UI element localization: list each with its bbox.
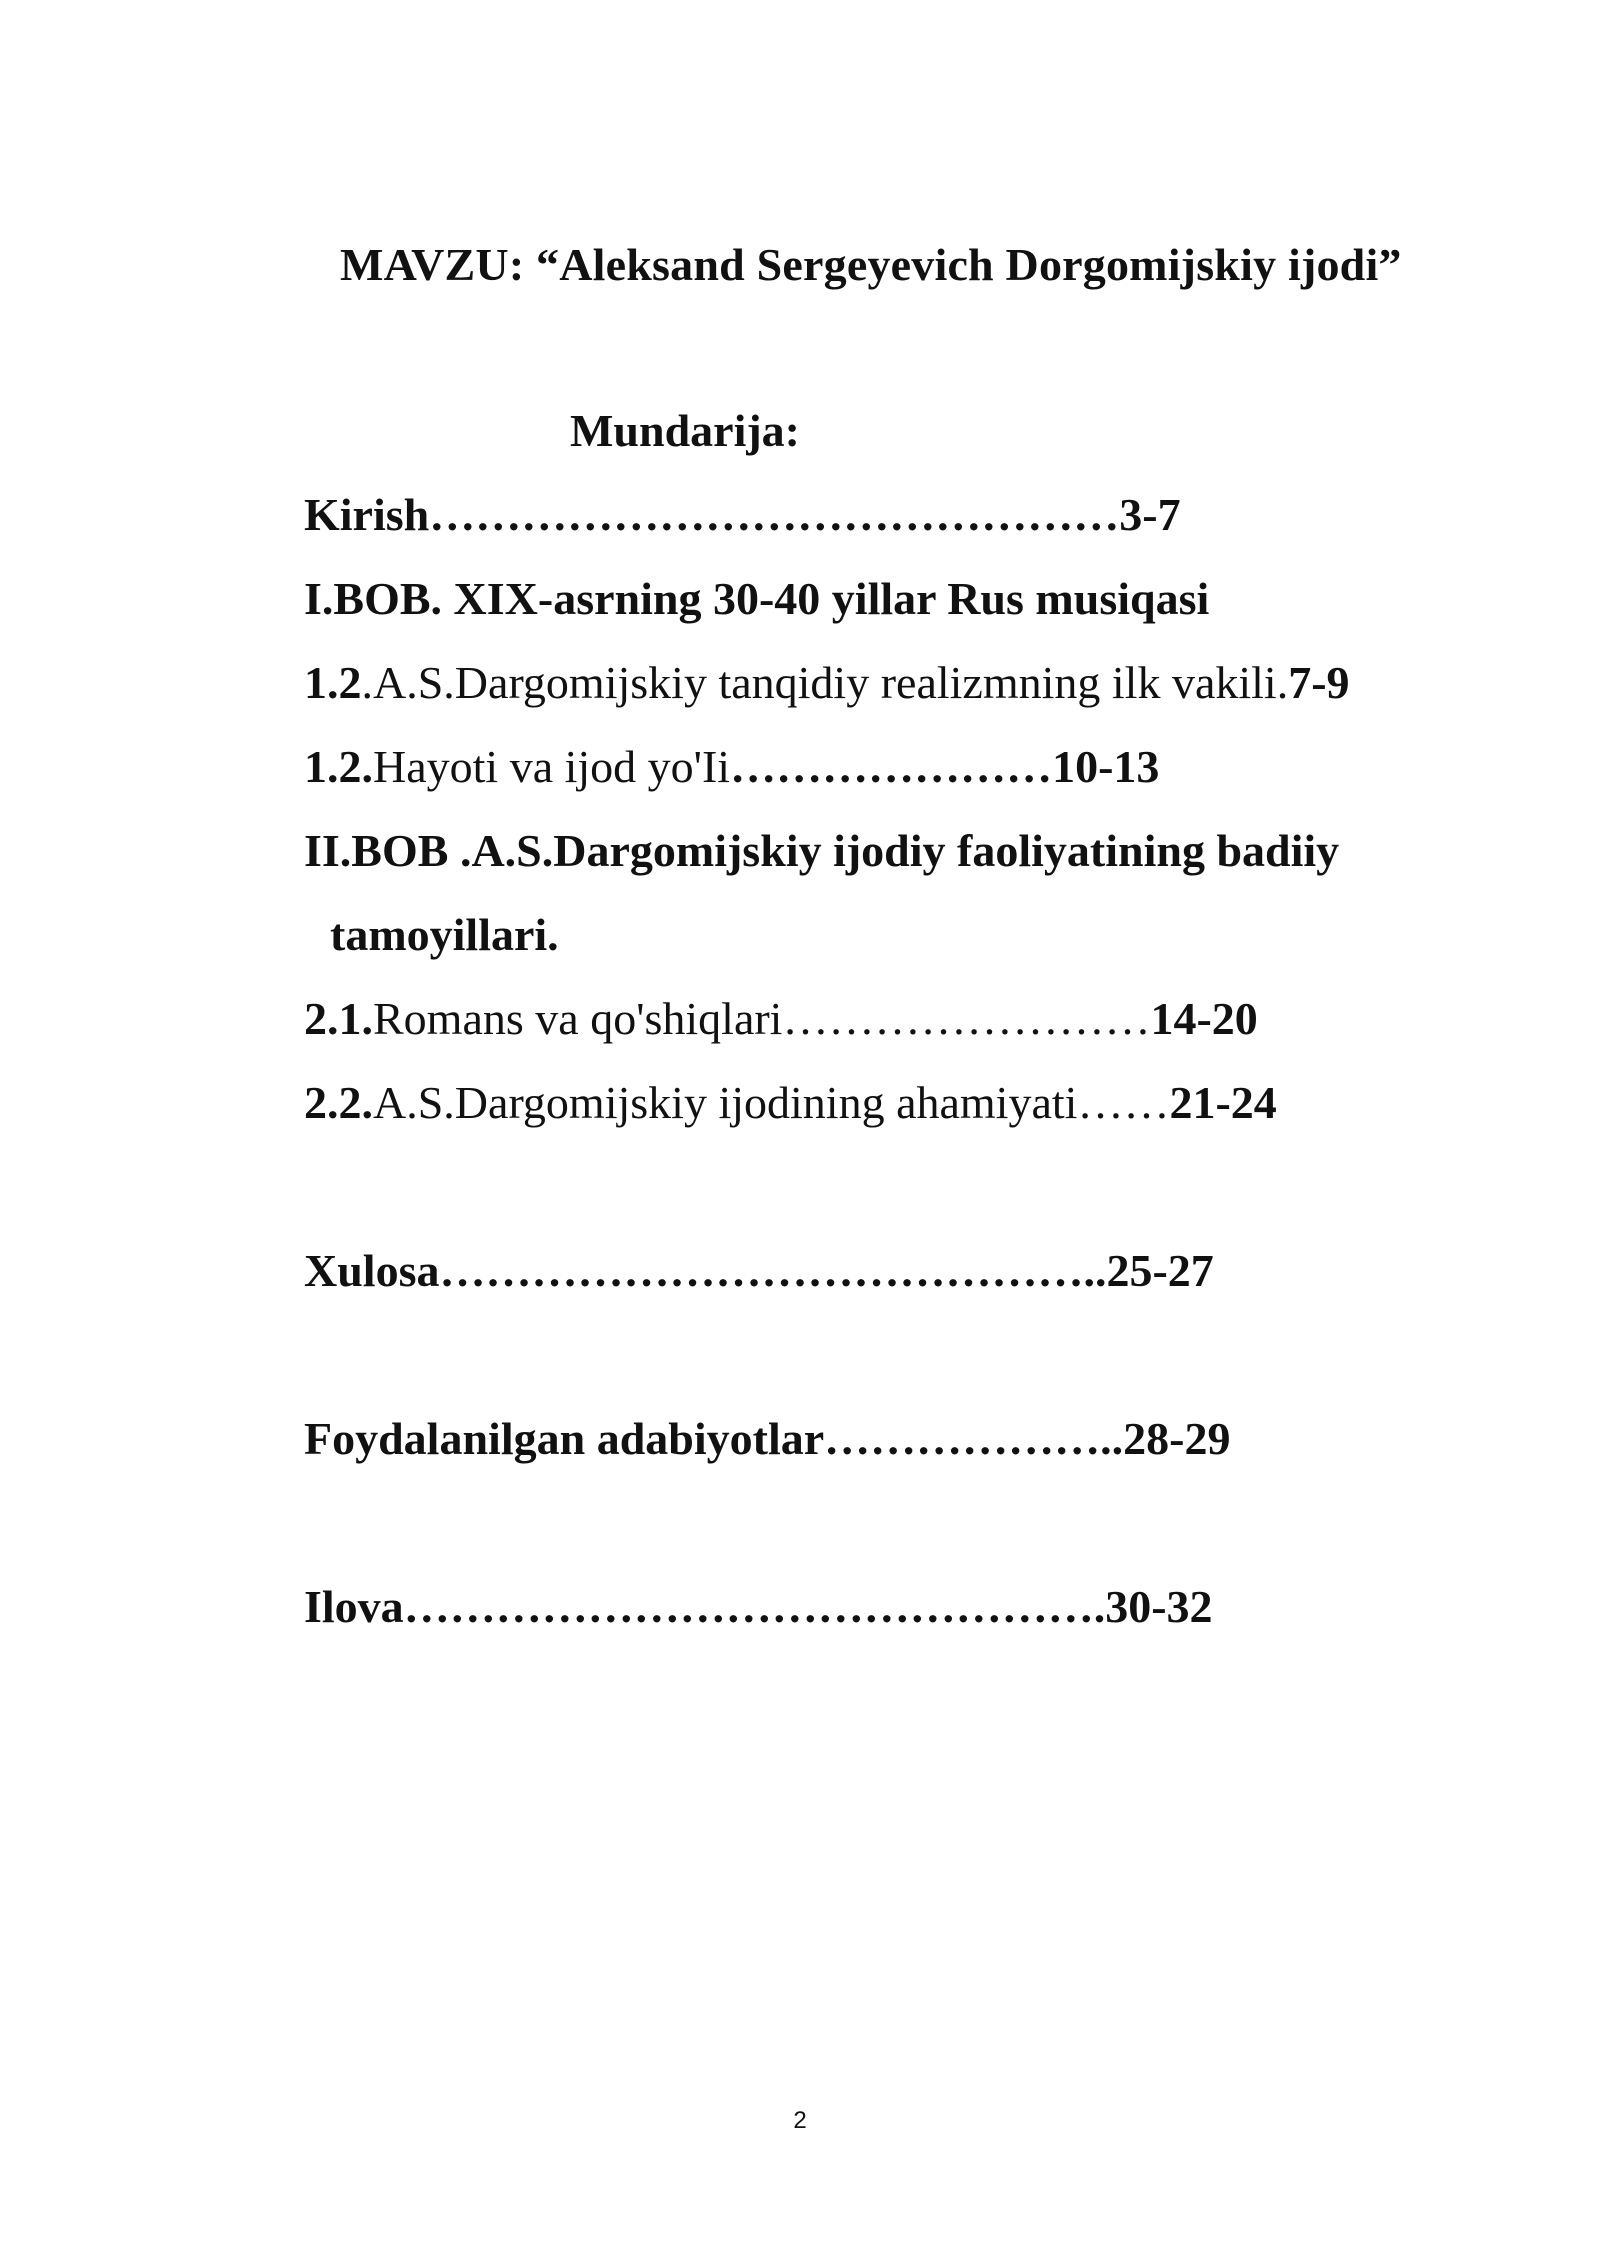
toc-entry-number: 1.2.: [304, 741, 373, 792]
toc-entry-2-2: [304, 1077, 1277, 1128]
toc-entry-number: 2.1.: [304, 993, 373, 1044]
toc-entry-label: Hayoti va ijod yo'Ii: [373, 741, 731, 792]
document-title: MAVZU: “Aleksand Sergeyevich Dorgomijskiy ijodi”: [340, 239, 1402, 290]
toc-entry-label: tamoyillari.: [330, 909, 559, 960]
toc-leader-dots: ……………………………………….: [403, 1581, 1106, 1632]
toc-entry-pages: 7-9: [1288, 657, 1350, 708]
toc-chapter-1: [304, 573, 1210, 624]
toc-entry-label: Ilova: [304, 1581, 404, 1632]
toc-entry-pages: 28-29: [1123, 1413, 1231, 1464]
toc-entry-xulosa: [304, 1245, 1214, 1296]
toc-entry-pages: 3-7: [1119, 489, 1181, 540]
toc-leader-dots: ……………………: [782, 993, 1151, 1044]
toc-entry-adabiyotlar: [304, 1413, 1231, 1464]
toc-entry-label: .A.S.Dargomijskiy tanqidiy realizmning ilk vakili.: [361, 657, 1289, 708]
toc-entry-pages: 25-27: [1106, 1245, 1214, 1296]
toc-entry-label: Foydalanilgan adabiyotlar: [304, 1413, 825, 1464]
toc-leader-dots: ………………..: [824, 1413, 1124, 1464]
toc-entry-number: 2.2.: [304, 1077, 373, 1128]
toc-entry-2-1: [304, 993, 1258, 1044]
toc-entry-pages: 10-13: [1052, 741, 1160, 792]
toc-entry-1-2-a: [304, 657, 1350, 708]
toc-entry-pages: 21-24: [1169, 1077, 1277, 1128]
toc-leader-dots: ……: [1077, 1077, 1170, 1128]
toc-entry-label: Romans va qo'shiqlari: [373, 993, 783, 1044]
page-number: 2: [793, 2107, 807, 2134]
toc-entry-pages: 14-20: [1150, 993, 1258, 1044]
toc-leader-dots: ……………………………………..: [439, 1245, 1107, 1296]
toc-entry-kirish: [304, 489, 1181, 540]
toc-leader-dots: ………………………………………: [429, 489, 1120, 540]
toc-entry-1-2-b: [304, 741, 1160, 792]
toc-chapter-2: [304, 825, 1340, 876]
toc-entry-ilova: [304, 1581, 1213, 1632]
toc-entry-label: Xulosa: [304, 1245, 440, 1296]
toc-chapter-2-continued: [330, 909, 559, 960]
toc-entry-pages: 30-32: [1105, 1581, 1213, 1632]
toc-entry-label: A.S.Dargomijskiy ijodining ahamiyati: [373, 1077, 1078, 1128]
toc-entry-label: Kirish: [304, 489, 430, 540]
toc-entry-label: II.BOB .A.S.Dargomijskiy ijodiy faoliyatining badiiy: [304, 825, 1340, 876]
toc-leader-dots: …………………: [730, 741, 1053, 792]
toc-entry-number: 1.2: [304, 657, 362, 708]
toc-entry-label: I.BOB. XIX-asrning 30-40 yillar Rus musiqasi: [304, 573, 1210, 624]
toc-heading: Mundarija:: [570, 405, 800, 456]
